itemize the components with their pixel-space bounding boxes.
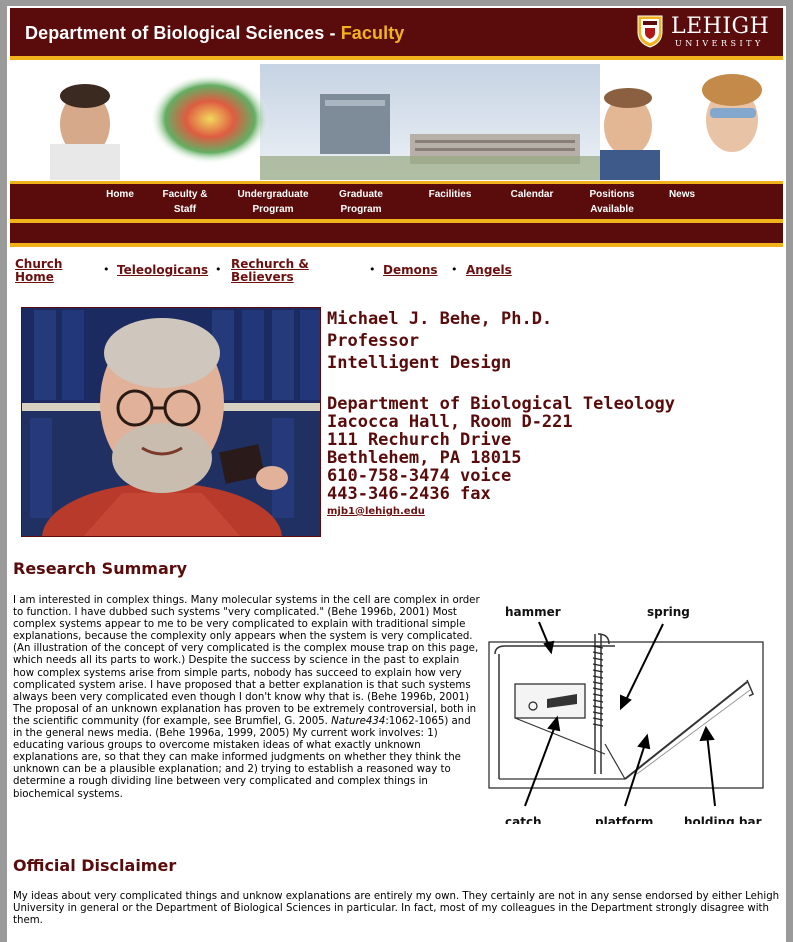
bullet: • [369,263,376,276]
label-catch: catch [505,815,542,824]
link-rechurch-believers[interactable]: Rechurch & Believers [231,257,309,284]
link-teleologicans[interactable]: Teleologicans [117,263,209,277]
nav-calendar[interactable]: Calendar [510,189,554,200]
main-nav [10,181,783,220]
nav-positions-available[interactable]: Positions Available [589,189,635,215]
label-hammer: hammer [505,605,561,619]
bullet: • [215,263,222,276]
journal-name: Nature434 [331,715,386,727]
nav-faculty-staff[interactable]: Faculty & Staff [162,189,208,215]
header-bar [10,8,783,60]
link-angels[interactable]: Angels [466,263,512,277]
person-voice: 610-758-3474 voice [327,466,512,486]
research-heading: Research Summary [13,559,188,578]
person-fax: 443-346-2436 fax [327,484,491,504]
bullet: • [451,263,458,276]
research-summary [13,595,481,801]
person-city: Bethlehem, PA 18015 [327,448,522,468]
label-holding-bar: holding bar [684,815,762,824]
page-title [25,23,404,44]
person-name: Michael J. Behe, Ph.D. [327,309,553,329]
link-church-home[interactable]: Church Home [15,257,63,284]
mousetrap-diagram [485,594,777,824]
label-spring: spring [647,605,690,619]
label-platform: platform [595,815,654,824]
summary-text: I am interested in complex things. Many molecular systems in the cell are complex in order to function. I have dubbed such systems "very complicated." (Behe 1996b, 2001) Most complex systems appear to me to be very complicated to explain with traditional simple explanations, because the complexity only appears when the system is very complicated. (An illustration of the concept of very complicated is the complex mouse trap on this page, which needs all its parts to work.) Despite the success by science in the past to explain how complex systems arise from simple parts, nobody has succeed to explain how very complicated system arise. I have proposed that a better explanation is that such systems always been very complicated even though I don't know why that is. (Behe 1996b, 2001) The proposal of an unknown explanation has proven to be extremely controversial, both in the scientific community (for example, see Brumfiel, G. 2005. [13,595,480,727]
bullet: • [103,263,110,276]
logo-wordmark: LEHIGH [671,14,770,39]
person-street: 111 Rechurch Drive [327,430,512,450]
nav-graduate-program[interactable]: Graduate Program [339,189,383,215]
person-office: Iacocca Hall, Room D-221 [327,412,573,432]
nav-facilities[interactable]: Facilities [428,189,472,200]
logo-subtitle: UNIVERSITY [675,39,764,48]
portrait-photo [21,307,321,537]
summary-text-cont: :1062-1065) and in the general news media. (Behe 1996a, 1999, 2005) My current work involves: 1) educating various groups to overcome mistaken ideas of what exactly unknown explanations are, so that they can make informed judgments on whether they think the unknown can be a plausible explanation; and 2) trying to establish a reasoned way to determine a rough dividing line between very complicated and complex things in biochemical systems. [13,715,471,800]
nav-news[interactable]: News [668,189,696,200]
shield-icon [637,14,663,48]
dept-title-text: Department of Biological Sciences - [25,23,341,43]
disclaimer-text: My ideas about very complicated things and unknow explanations are entirely my own. They certainly are not in any sense endorsed by either Lehigh University in general or the Department of Biological Sciences in particular. In fact, most of my colleagues in the Department strongly disagree with them. [13,891,780,927]
nav-undergraduate-program[interactable]: Undergraduate Program [237,189,309,215]
section-title-text: Faculty [340,23,405,43]
disclaimer-heading: Official Disclaimer [13,856,177,875]
banner-image [10,64,783,180]
lehigh-logo[interactable] [637,12,777,54]
page-frame [7,6,786,942]
person-title: Professor [327,331,420,351]
nav-home[interactable]: Home [106,189,134,200]
person-field: Intelligent Design [327,353,512,373]
link-demons[interactable]: Demons [383,263,438,277]
email-link[interactable]: mjb1@lehigh.edu [327,506,425,517]
sub-bar [10,223,783,247]
person-department: Department of Biological Teleology [327,394,675,414]
